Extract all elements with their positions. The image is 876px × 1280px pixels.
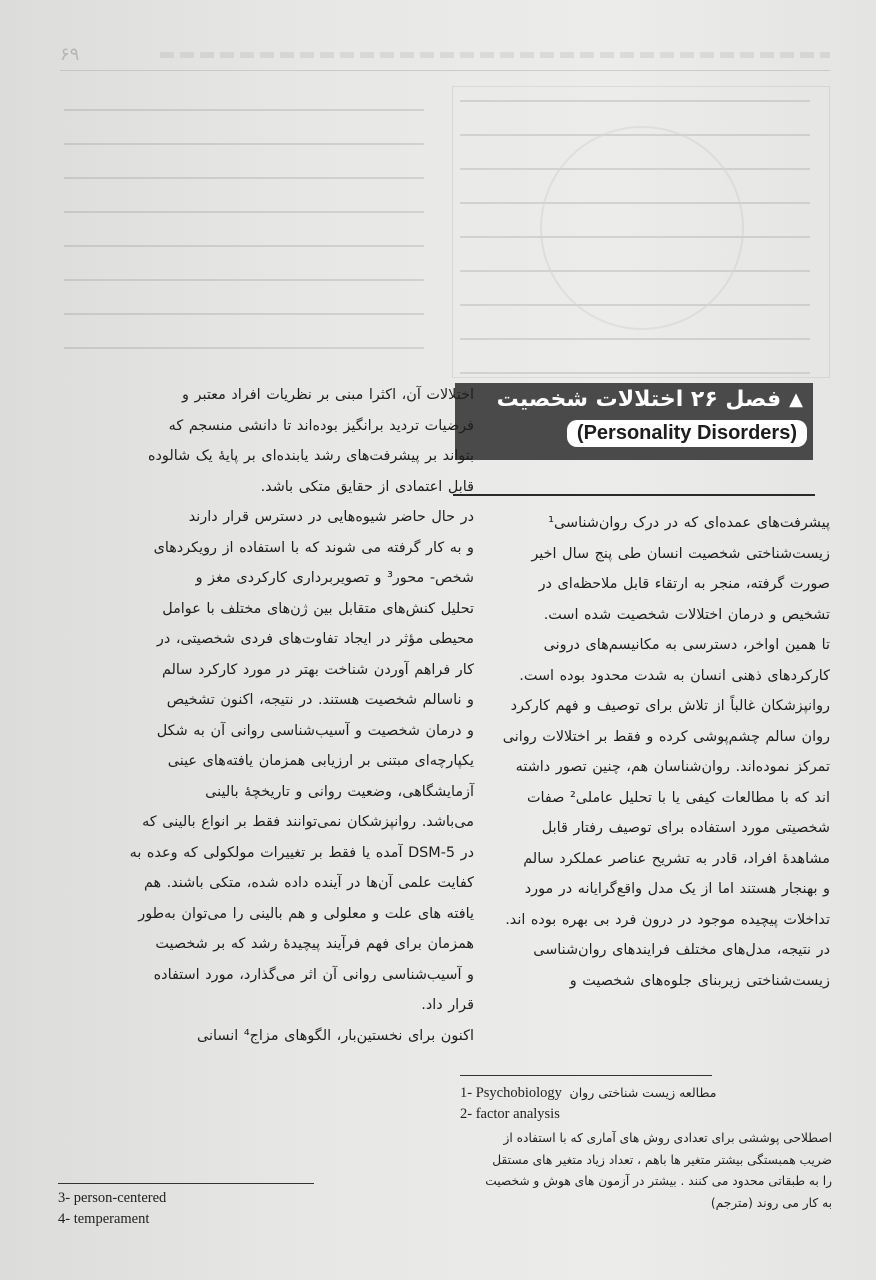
chapter-title-row bbox=[497, 387, 803, 412]
text-line: تشخیص و درمان اختلالات شخصیت شده است. bbox=[543, 606, 830, 623]
text-line: در حال حاضر شیوه‌هایی در دسترس قرار دارند bbox=[188, 509, 474, 525]
note-line: اصطلاحی پوششی برای تعدادی روش های آماری که با استفاده از bbox=[503, 1131, 832, 1145]
note-line: به کار می روند (مترجم) bbox=[710, 1195, 832, 1210]
left-column bbox=[58, 380, 474, 1051]
running-head bbox=[60, 44, 830, 71]
footnote-2: 2- factor analysis bbox=[460, 1106, 560, 1122]
text-line: صورت گرفته، منجر به ارتقاء قابل ملاحظه‌ای در bbox=[538, 576, 830, 592]
text-line: اند که با مطالعات کیفی یا با تحلیل عاملی² صفات bbox=[526, 789, 830, 806]
text-line: بتواند بر پیشرفت‌های رشد یابنده‌ای بر پایهٔ یک شالوده bbox=[147, 448, 474, 464]
chapter-banner bbox=[455, 383, 813, 460]
text-line: شخص- محور³ و تصویربرداری کارکردی مغز و bbox=[195, 570, 474, 586]
text-line: روان سالم چشم‌پوشی کرده و فقط بر اختلالات روانی bbox=[502, 728, 830, 745]
bleed-through-text-left bbox=[64, 95, 424, 365]
footnote-2-note bbox=[458, 1128, 832, 1214]
chapter-rule bbox=[453, 494, 815, 496]
text-line: یافته های علت و معلولی و هم بالینی را می‌توان به‌طور bbox=[138, 905, 474, 922]
text-line: کارکردهای ذهنی انسان به شدت محدود بوده است. bbox=[519, 667, 830, 684]
chapter-title: فصل ۲۶ اختلالات شخصیت bbox=[496, 387, 782, 412]
text-line: تداخلات پیچیده موجود در درون فرد بی بهره بوده اند. bbox=[505, 911, 830, 928]
text-line: کفایت علمی آن‌ها در آینده داده شده، متکی باشند. هم bbox=[143, 875, 474, 891]
note-line: ضریب همبستگی بیشتر متغیر ها باهم ، تعداد زیاد متغیر های مستقل bbox=[492, 1152, 832, 1167]
text-line: اختلالات آن، اکثرا مبنی بر نظریات افراد معتبر و bbox=[182, 387, 474, 403]
chapter-subtitle: (Personality Disorders) bbox=[567, 420, 807, 447]
text-line: قرار داد. bbox=[421, 997, 474, 1013]
text-line: فرضیات تردید برانگیز بوده‌اند تا دانشی منسجم که bbox=[168, 417, 474, 434]
triangle-icon: ▲ bbox=[789, 389, 803, 410]
text-line: پیشرفت‌های عمده‌ای که در درک روان‌شناسی¹ bbox=[548, 515, 830, 531]
text-line: و درمان شخصیت و آسیب‌شناسی روانی آن به شکل bbox=[156, 722, 474, 739]
text-line: تا همین اواخر، دسترسی به مکانیسم‌های درونی bbox=[543, 637, 830, 653]
running-head-ghost bbox=[160, 52, 830, 58]
text-line: کار فراهم آوردن شناخت بهتر در مورد کارکرد سالم bbox=[161, 661, 474, 678]
text-line: شخصیتی مورد استفاده برای توصیف رفتار قابل bbox=[541, 820, 830, 836]
text-line: و ناسالم شخصیت هستند. در نتیجه، اکنون تشخیص bbox=[166, 692, 474, 708]
text-line: تحلیل کنش‌های متقابل بین ژن‌های مختلف با عوامل bbox=[162, 600, 474, 617]
page-number: ۶۹ bbox=[60, 44, 80, 65]
text-line: آزمایشگاهی، وضعیت روانی و تاریخچهٔ بالینی bbox=[205, 783, 474, 800]
footnote-3: 3- person-centered bbox=[58, 1190, 167, 1206]
text-line: زیست‌شناختی شخصیت انسان طی پنج سال اخیر bbox=[531, 545, 830, 562]
bleed-through-text-right bbox=[460, 86, 810, 376]
text-line: مشاهدهٔ افراد، قادر به تشریح عناصر عملکرد سالم bbox=[523, 850, 830, 867]
text-line: و آسیب‌شناسی روانی آن اثر می‌گذارد، مورد استفاده bbox=[153, 966, 474, 983]
footnote-1-term: 1- Psychobiology bbox=[460, 1085, 562, 1101]
text-line: و بهنجار هستند اما از یک مدل واقع‌گرایانه در مورد bbox=[524, 881, 830, 897]
text-line: یکپارچه‌ای مبتنی بر ارزیابی همزمان یافته‌های عینی bbox=[167, 753, 474, 769]
text-line: و به کار گرفته می شوند که با استفاده از رویکردهای bbox=[153, 539, 474, 556]
text-line: محیطی مؤثر در ایجاد تفاوت‌های فردی شخصیتی، در bbox=[156, 631, 474, 647]
text-line: اکنون برای نخستین‌بار، الگوهای مزاج⁴ انسانی bbox=[197, 1027, 474, 1044]
note-line: را به طبقاتی محدود می کنند . بیشتر در آزمون های هوش و شخصیت bbox=[485, 1174, 832, 1189]
right-column bbox=[456, 508, 830, 996]
footnote-rule-left bbox=[58, 1183, 314, 1184]
footnote-4: 4- temperament bbox=[58, 1211, 150, 1227]
text-line: می‌باشد. روانپزشکان نمی‌توانند فقط بر انواع بالینی که bbox=[142, 814, 474, 830]
footnote-rule-right bbox=[460, 1075, 712, 1076]
text-line: همزمان برای فهم فرآیند پیچیدهٔ رشد که بر شخصیت bbox=[155, 936, 474, 952]
text-line: زیست‌شناختی زیربنای جلوه‌های شخصیت و bbox=[569, 972, 830, 989]
footnote-1-gloss: مطالعه زیست شناختی روان bbox=[569, 1085, 717, 1100]
text-line: قابل اعتمادی از حقایق متکی باشد. bbox=[260, 478, 474, 495]
footnote-1 bbox=[460, 1085, 716, 1102]
text-line: روانپزشکان غالباً از تلاش برای توصیف و فهم کارکرد bbox=[510, 698, 830, 714]
text-line: تمرکز نموده‌اند. روان‌شناسان هم، چنین تصور داشته bbox=[515, 759, 830, 775]
text-line: در DSM-5 آمده یا فقط بر تغییرات مولکولی که وعده به bbox=[129, 844, 474, 861]
text-line: در نتیجه، مدل‌های مختلف فرایندهای روان‌شناسی bbox=[533, 942, 830, 958]
